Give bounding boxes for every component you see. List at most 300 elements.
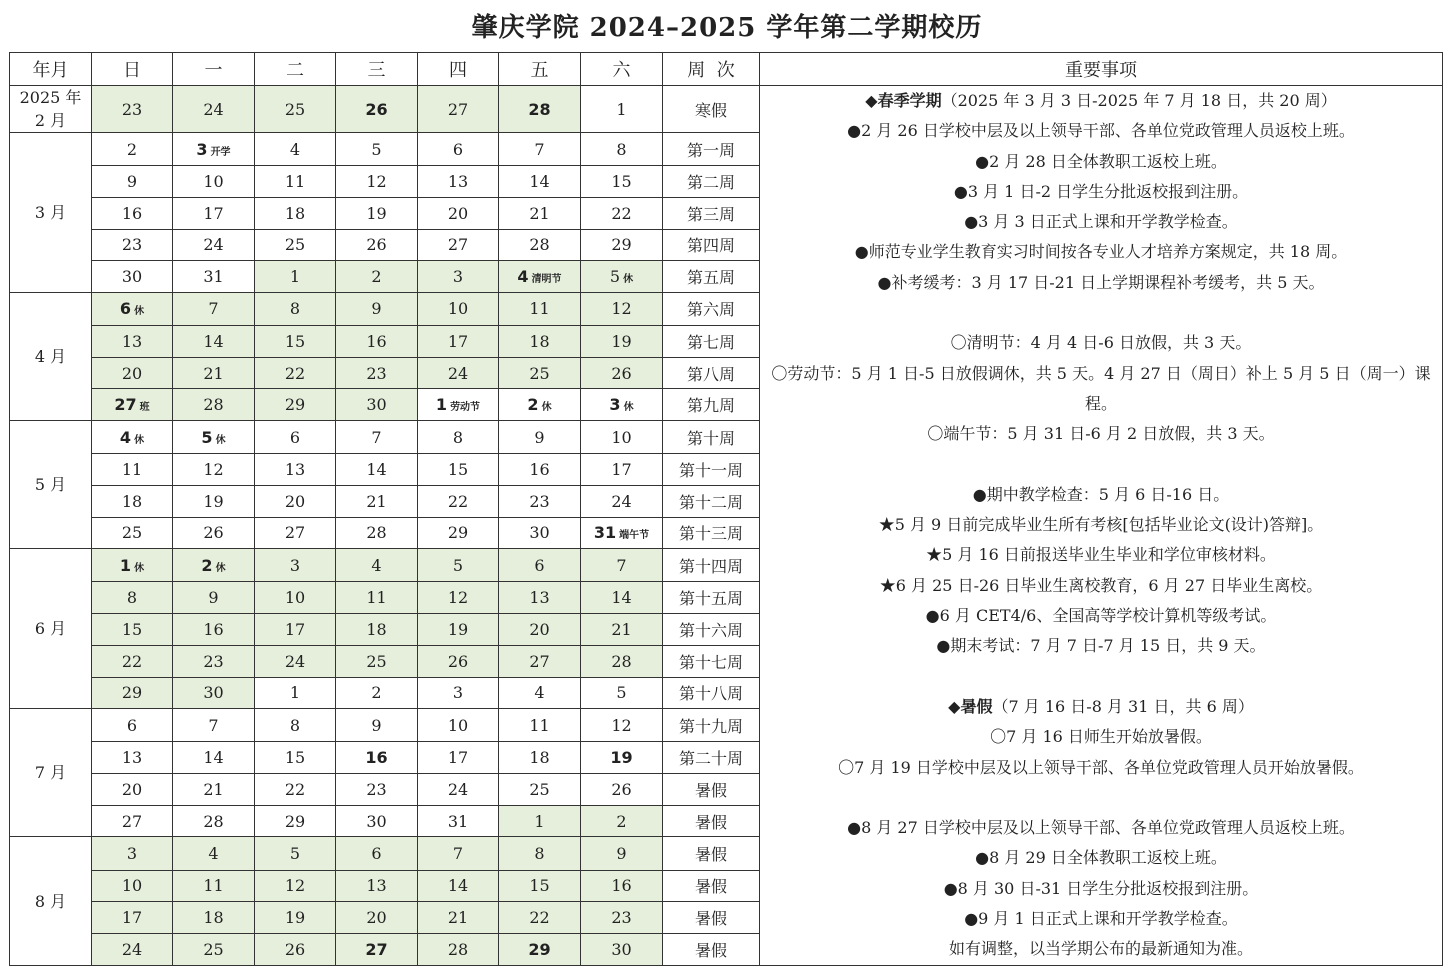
day-cell	[499, 805, 581, 837]
day-number: 29	[121, 683, 143, 703]
event-line	[760, 147, 1442, 177]
day-cell	[255, 805, 336, 837]
day-number: 17	[284, 619, 306, 639]
day-number: 31	[447, 811, 469, 831]
day-number: 26	[366, 235, 387, 255]
day-cell	[255, 454, 336, 486]
day-cell	[336, 517, 418, 549]
day-cell	[92, 485, 173, 517]
day-number: 3	[452, 683, 464, 703]
day-cell	[255, 582, 336, 614]
day-number: 3	[452, 267, 464, 287]
day-cell	[92, 709, 173, 742]
day-number: 27	[447, 99, 469, 119]
day-cell	[418, 774, 499, 806]
day-number: 28	[366, 523, 387, 543]
event-text: ●2 月 28 日全体教职工返校上班。	[975, 151, 1227, 171]
day-cell	[499, 677, 581, 709]
day-number: 30	[611, 939, 632, 959]
day-number: 25	[284, 235, 306, 255]
day-number: 7	[616, 555, 627, 575]
event-line	[760, 753, 1442, 783]
day-number: 12	[611, 715, 632, 735]
day-cell	[581, 485, 663, 517]
day-number: 22	[529, 908, 550, 928]
day-cell	[418, 86, 499, 133]
calendar-body	[10, 86, 1443, 966]
day-number: 21	[529, 203, 550, 223]
month-label: 7 月	[10, 709, 92, 837]
day-number: 27	[114, 395, 137, 415]
day-number: 25	[203, 939, 224, 959]
event-text: 〇7 月 19 日学校中层及以上领导干部、各单位党政管理人员开始放暑假。	[838, 757, 1364, 777]
day-cell	[92, 582, 173, 614]
day-cell	[499, 933, 581, 965]
day-cell	[255, 357, 336, 389]
day-number: 6	[452, 139, 464, 159]
day-cell	[581, 549, 663, 582]
day-cell	[173, 389, 255, 421]
day-number: 3	[609, 395, 621, 415]
day-note: 休	[623, 402, 634, 414]
day-cell	[336, 133, 418, 166]
day-note: 班	[139, 402, 150, 414]
day-cell	[418, 614, 499, 646]
day-cell	[173, 326, 255, 358]
day-cell	[499, 197, 581, 229]
day-cell	[255, 166, 336, 198]
event-text: 〇清明节：4 月 4 日-6 日放假，共 3 天。	[950, 333, 1252, 353]
day-cell	[581, 389, 663, 421]
event-text: ★6 月 25 日-26 日毕业生离校教育，6 月 27 日毕业生离校。	[879, 575, 1323, 595]
day-number: 28	[528, 99, 551, 119]
day-cell	[336, 229, 418, 261]
day-number: 30	[529, 523, 550, 543]
day-number: 4	[534, 683, 545, 703]
day-note: 休	[215, 434, 226, 446]
week-label: 第十六周	[663, 614, 760, 646]
day-cell	[581, 614, 663, 646]
event-line	[760, 722, 1442, 752]
event-line	[760, 207, 1442, 237]
day-number: 7	[452, 843, 464, 863]
week-label: 暑假	[663, 805, 760, 837]
day-number: 19	[284, 908, 306, 928]
day-number: 22	[447, 491, 469, 511]
day-number: 16	[529, 460, 550, 480]
day-cell	[92, 614, 173, 646]
day-cell	[336, 709, 418, 742]
event-heading: 暑假	[960, 696, 993, 716]
day-cell	[92, 933, 173, 965]
day-cell	[255, 86, 336, 133]
event-text: ●师范专业学生教育实习时间按各专业人才培养方案规定，共 18 周。	[854, 242, 1348, 262]
day-number: 19	[203, 491, 224, 511]
day-number: 2	[616, 811, 627, 831]
day-number: 15	[529, 876, 550, 896]
day-cell	[173, 870, 255, 902]
day-number: 6	[289, 427, 301, 447]
day-cell	[418, 133, 499, 166]
day-number: 17	[447, 331, 469, 351]
event-text: ●6 月 CET4/6、全国高等学校计算机等级考试。	[925, 606, 1277, 626]
day-cell	[92, 645, 173, 677]
day-number: 25	[529, 779, 550, 799]
day-number: 2	[371, 267, 382, 287]
event-line	[760, 419, 1442, 449]
event-line	[760, 692, 1442, 722]
day-number: 15	[284, 748, 306, 768]
day-cell	[336, 645, 418, 677]
header-sat: 六	[581, 53, 663, 86]
day-cell	[418, 709, 499, 742]
day-cell	[336, 485, 418, 517]
header-tue: 二	[255, 53, 336, 86]
day-cell	[92, 742, 173, 774]
event-line	[760, 328, 1442, 358]
day-number: 21	[203, 363, 224, 383]
day-cell	[255, 421, 336, 454]
event-line	[760, 662, 1442, 692]
day-cell	[581, 86, 663, 133]
day-cell	[173, 742, 255, 774]
day-number: 27	[284, 523, 306, 543]
day-cell	[92, 133, 173, 166]
event-text: ◆	[948, 696, 961, 716]
day-number: 24	[611, 491, 632, 511]
day-number: 26	[611, 779, 632, 799]
day-cell	[255, 389, 336, 421]
day-cell	[418, 485, 499, 517]
month-label: 4 月	[10, 292, 92, 420]
event-line	[760, 268, 1442, 298]
week-label: 第六周	[663, 292, 760, 325]
header-fri: 五	[499, 53, 581, 86]
day-cell	[255, 742, 336, 774]
day-number: 5	[452, 555, 464, 575]
day-number: 15	[121, 619, 143, 639]
day-cell	[336, 870, 418, 902]
day-number: 24	[203, 235, 224, 255]
page-title: 肇庆学院 2024–2025 学年第二学期校历	[471, 13, 983, 43]
day-number: 1	[119, 555, 132, 575]
day-cell	[499, 261, 581, 293]
day-note: 休	[541, 402, 552, 414]
day-note: 开学	[210, 146, 231, 158]
event-line	[760, 237, 1442, 267]
week-label: 第二十周	[663, 742, 760, 774]
event-line	[760, 843, 1442, 873]
day-cell	[336, 454, 418, 486]
day-cell	[418, 292, 499, 325]
day-number: 6	[119, 299, 132, 319]
day-number: 21	[366, 491, 387, 511]
day-cell	[255, 933, 336, 965]
day-number: 20	[529, 619, 550, 639]
week-label: 第十三周	[663, 517, 760, 549]
day-cell	[173, 677, 255, 709]
day-number: 9	[371, 299, 382, 319]
day-number: 30	[366, 395, 387, 415]
day-number: 9	[208, 588, 219, 608]
day-number: 28	[203, 811, 224, 831]
day-number: 11	[284, 171, 306, 191]
day-cell	[581, 902, 663, 934]
day-number: 18	[366, 619, 387, 639]
day-note: 休	[134, 562, 145, 574]
day-cell	[581, 709, 663, 742]
day-number: 23	[366, 363, 387, 383]
day-note: 劳动节	[450, 402, 481, 414]
day-cell	[173, 229, 255, 261]
day-number: 15	[611, 171, 632, 191]
day-cell	[255, 677, 336, 709]
day-cell	[336, 582, 418, 614]
day-cell	[499, 774, 581, 806]
month-label: 3 月	[10, 133, 92, 293]
day-cell	[255, 261, 336, 293]
day-cell	[173, 837, 255, 870]
day-cell	[581, 357, 663, 389]
day-number: 27	[121, 811, 143, 831]
day-cell	[173, 261, 255, 293]
day-number: 8	[534, 843, 545, 863]
day-number: 24	[121, 939, 143, 959]
event-line	[760, 510, 1442, 540]
day-number: 12	[447, 588, 469, 608]
day-cell	[418, 517, 499, 549]
day-number: 1	[289, 683, 301, 703]
event-text: ★5 月 16 日前报送毕业生毕业和学位审核材料。	[926, 545, 1276, 565]
day-number: 18	[529, 331, 550, 351]
day-cell	[255, 902, 336, 934]
day-number: 13	[447, 171, 469, 191]
week-label: 第四周	[663, 229, 760, 261]
day-number: 23	[203, 651, 224, 671]
week-label: 第三周	[663, 197, 760, 229]
day-cell	[418, 902, 499, 934]
day-cell	[336, 326, 418, 358]
day-cell	[92, 229, 173, 261]
day-number: 6	[126, 715, 138, 735]
day-cell	[499, 357, 581, 389]
important-events	[760, 86, 1443, 966]
day-number: 22	[121, 651, 143, 671]
header-row	[10, 53, 1443, 86]
day-number: 3	[289, 555, 301, 575]
day-cell	[581, 229, 663, 261]
day-cell	[581, 261, 663, 293]
day-number: 10	[447, 299, 469, 319]
day-number: 9	[616, 843, 627, 863]
week-label: 暑假	[663, 870, 760, 902]
day-cell	[499, 166, 581, 198]
day-cell	[336, 549, 418, 582]
day-number: 29	[447, 523, 469, 543]
day-cell	[499, 229, 581, 261]
day-cell	[499, 902, 581, 934]
day-cell	[581, 837, 663, 870]
day-cell	[336, 261, 418, 293]
event-range: （2025 年 3 月 3 日-2025 年 7 月 18 日，共 20 周）	[941, 91, 1337, 110]
day-number: 18	[203, 908, 224, 928]
day-cell	[255, 133, 336, 166]
table-row	[10, 86, 1443, 133]
day-cell	[418, 805, 499, 837]
day-note: 休	[215, 562, 226, 574]
day-cell	[418, 166, 499, 198]
day-cell	[418, 870, 499, 902]
day-number: 17	[121, 908, 143, 928]
day-number: 29	[284, 811, 306, 831]
day-cell	[92, 166, 173, 198]
day-number: 10	[611, 427, 632, 447]
month-label: 8 月	[10, 837, 92, 965]
event-line	[760, 86, 1442, 116]
day-number: 12	[366, 171, 387, 191]
day-number: 4	[289, 139, 301, 159]
event-text: ●3 月 3 日正式上课和开学教学检查。	[964, 212, 1238, 232]
week-label: 暑假	[663, 837, 760, 870]
week-label: 暑假	[663, 774, 760, 806]
day-cell	[336, 933, 418, 965]
day-number: 9	[371, 715, 382, 735]
day-number: 29	[528, 939, 551, 959]
day-cell	[255, 645, 336, 677]
day-cell	[499, 549, 581, 582]
day-cell	[499, 742, 581, 774]
day-number: 21	[611, 619, 632, 639]
day-cell	[173, 166, 255, 198]
day-number: 14	[203, 331, 224, 351]
day-cell	[92, 357, 173, 389]
week-label: 第十八周	[663, 677, 760, 709]
day-cell	[499, 582, 581, 614]
day-cell	[92, 902, 173, 934]
day-cell	[92, 454, 173, 486]
day-cell	[336, 357, 418, 389]
day-cell	[499, 86, 581, 133]
day-number: 23	[529, 491, 550, 511]
event-text: 〇劳动节：5 月 1 日-5 日放假调休，共 5 天。4 月 27 日（周日）补上 5 月 5 日（周一）课程。	[771, 363, 1431, 413]
day-number: 20	[366, 908, 387, 928]
day-number: 28	[203, 395, 224, 415]
day-cell	[418, 742, 499, 774]
week-label: 第九周	[663, 389, 760, 421]
event-text: ◆	[865, 91, 878, 110]
day-cell	[336, 421, 418, 454]
day-cell	[499, 517, 581, 549]
day-number: 1	[616, 99, 627, 119]
day-number: 16	[611, 876, 632, 896]
day-number: 31	[593, 523, 617, 543]
day-number: 5	[616, 683, 627, 703]
day-number: 17	[203, 203, 224, 223]
event-line	[760, 813, 1442, 843]
day-number: 13	[121, 331, 143, 351]
day-cell	[173, 357, 255, 389]
day-number: 8	[452, 427, 464, 447]
day-cell	[581, 582, 663, 614]
day-cell	[255, 485, 336, 517]
week-label: 第十二周	[663, 485, 760, 517]
day-number: 16	[365, 748, 388, 768]
day-number: 14	[611, 588, 632, 608]
day-cell	[255, 517, 336, 549]
day-number: 12	[203, 460, 224, 480]
day-cell	[418, 389, 499, 421]
day-note: 端午节	[619, 530, 650, 542]
day-cell	[336, 86, 418, 133]
day-cell	[499, 326, 581, 358]
day-cell	[499, 837, 581, 870]
day-cell	[92, 86, 173, 133]
day-cell	[499, 645, 581, 677]
day-cell	[92, 421, 173, 454]
day-number: 20	[284, 491, 306, 511]
day-number: 8	[289, 299, 301, 319]
day-number: 2	[126, 139, 138, 159]
day-number: 26	[447, 651, 469, 671]
school-calendar-table	[9, 52, 1443, 966]
day-cell	[173, 197, 255, 229]
week-label: 第十四周	[663, 549, 760, 582]
day-number: 9	[126, 171, 138, 191]
day-cell	[418, 645, 499, 677]
day-cell	[418, 582, 499, 614]
day-number: 25	[284, 99, 306, 119]
day-number: 23	[611, 908, 632, 928]
day-cell	[581, 421, 663, 454]
day-cell	[173, 805, 255, 837]
day-number: 19	[366, 203, 387, 223]
header-month: 年月	[10, 53, 92, 86]
day-number: 8	[126, 588, 138, 608]
week-label: 寒假	[663, 86, 760, 133]
event-text: 如有调整，以当学期公布的最新通知为准。	[948, 939, 1253, 959]
day-number: 6	[371, 843, 382, 863]
week-label: 第十一周	[663, 454, 760, 486]
day-number: 1	[435, 395, 448, 415]
day-cell	[336, 902, 418, 934]
day-cell	[581, 326, 663, 358]
event-text: ★5 月 9 日前完成毕业生所有考核[包括毕业论文(设计)答辩]。	[878, 515, 1324, 535]
day-number: 14	[203, 748, 224, 768]
day-number: 17	[611, 460, 632, 480]
day-cell	[92, 389, 173, 421]
event-line	[760, 177, 1442, 207]
event-text: ●3 月 1 日-2 日学生分批返校报到注册。	[953, 181, 1249, 201]
day-number: 27	[447, 235, 469, 255]
day-number: 12	[611, 299, 632, 319]
day-number: 3	[126, 843, 138, 863]
day-cell	[173, 454, 255, 486]
day-cell	[255, 614, 336, 646]
day-number: 2	[201, 555, 213, 575]
day-cell	[173, 133, 255, 166]
day-cell	[499, 133, 581, 166]
day-cell	[255, 709, 336, 742]
day-cell	[336, 837, 418, 870]
day-number: 7	[208, 715, 219, 735]
event-line	[760, 540, 1442, 570]
week-label: 第十九周	[663, 709, 760, 742]
day-cell	[173, 902, 255, 934]
day-cell	[581, 933, 663, 965]
day-number: 24	[284, 651, 306, 671]
day-number: 26	[284, 939, 306, 959]
day-cell	[92, 261, 173, 293]
